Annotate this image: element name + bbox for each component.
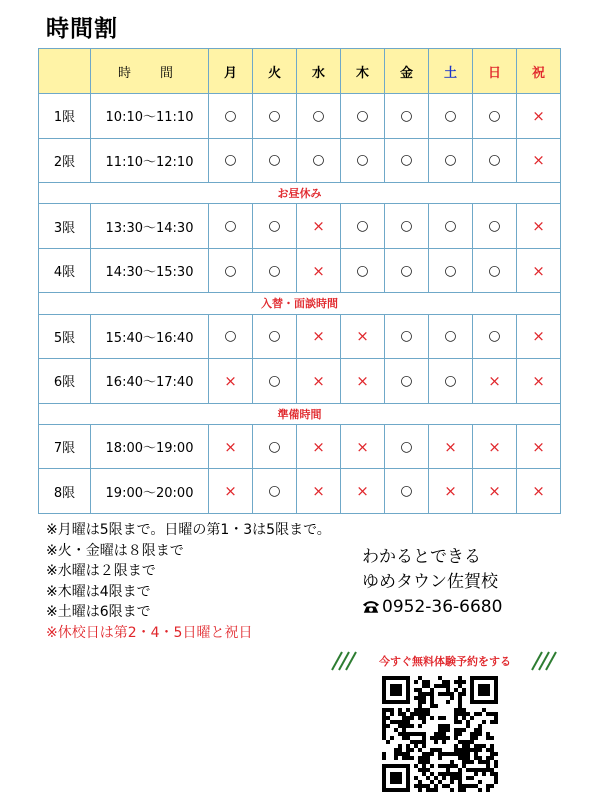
closed-mark: × [473,469,517,514]
open-mark: ○ [297,94,341,139]
day-header-mon: 月 [209,49,253,94]
open-mark: ○ [429,314,473,359]
school-phone-line[interactable] [362,595,502,620]
closed-mark: × [341,359,385,404]
closed-mark: × [297,424,341,469]
closed-mark: × [297,469,341,514]
open-mark: ○ [341,248,385,293]
closed-mark: × [209,359,253,404]
day-header-thu: 木 [341,49,385,94]
break-label: お昼休み [39,183,561,204]
period-label: 4限 [39,248,91,293]
day-header-fri: 金 [385,49,429,94]
open-mark: ○ [341,94,385,139]
closed-mark: × [473,359,517,404]
closed-mark: × [209,469,253,514]
school-info [362,545,502,620]
period-time: 18:00〜19:00 [91,424,209,469]
closed-mark: × [297,248,341,293]
period-row [39,94,561,139]
closed-mark: × [209,424,253,469]
open-mark: ○ [209,94,253,139]
break-row [39,403,561,424]
note-item: ※土曜は6限まで [46,604,151,620]
period-label: 2限 [39,138,91,183]
open-mark: ○ [385,359,429,404]
open-mark: ○ [253,314,297,359]
page-title: 時間割 [46,16,118,42]
open-mark: ○ [473,204,517,249]
period-row [39,248,561,293]
period-time: 13:30〜14:30 [91,204,209,249]
header-blank [39,49,91,94]
break-label: 準備時間 [39,403,561,424]
period-label: 1限 [39,94,91,139]
open-mark: ○ [385,94,429,139]
open-mark: ○ [473,248,517,293]
period-label: 7限 [39,424,91,469]
break-row [39,183,561,204]
note-item: ※木曜は4限まで [46,583,151,600]
period-label: 8限 [39,469,91,514]
closed-mark: × [517,469,561,514]
period-row [39,204,561,249]
open-mark: ○ [209,204,253,249]
period-time: 10:10〜11:10 [91,94,209,139]
day-header-wed: 水 [297,49,341,94]
open-mark: ○ [253,424,297,469]
period-row [39,314,561,359]
period-row [39,359,561,404]
open-mark: ○ [297,138,341,183]
note-item: ※月曜は5限まで。日曜の第1・3は5限まで。 [46,522,331,538]
period-time: 16:40〜17:40 [91,359,209,404]
closed-mark: × [517,94,561,139]
telephone-icon [362,599,380,614]
closed-mark: × [473,424,517,469]
open-mark: ○ [341,204,385,249]
school-phone[interactable]: 0952-36-6680 [382,597,503,617]
open-mark: ○ [385,469,429,514]
open-mark: ○ [253,248,297,293]
closed-mark: × [517,248,561,293]
note-item: ※水曜は２限まで [46,563,156,579]
closed-mark: × [517,359,561,404]
open-mark: ○ [253,469,297,514]
period-time: 15:40〜16:40 [91,314,209,359]
open-mark: ○ [429,359,473,404]
open-mark: ○ [429,204,473,249]
note-item: ※火・金曜は８限まで [46,542,184,559]
closed-mark: × [429,424,473,469]
day-header-holiday: 祝 [517,49,561,94]
closed-mark: × [297,314,341,359]
decoration-slashes-left [330,650,358,672]
open-mark: ○ [253,138,297,183]
open-mark: ○ [253,94,297,139]
open-mark: ○ [385,138,429,183]
period-row [39,138,561,183]
open-mark: ○ [429,248,473,293]
closed-mark: × [517,424,561,469]
closed-mark: × [517,314,561,359]
break-row [39,293,561,314]
open-mark: ○ [473,314,517,359]
day-header-sun: 日 [473,49,517,94]
open-mark: ○ [209,248,253,293]
period-time: 11:10〜12:10 [91,138,209,183]
break-label: 入替・面談時間 [39,293,561,314]
period-time: 14:30〜15:30 [91,248,209,293]
period-row [39,424,561,469]
open-mark: ○ [253,359,297,404]
open-mark: ○ [209,314,253,359]
decoration-slashes-right [530,650,558,672]
open-mark: ○ [473,138,517,183]
day-header-tue: 火 [253,49,297,94]
free-trial-cta[interactable] [330,650,558,672]
timetable [38,48,561,514]
open-mark: ○ [209,138,253,183]
closed-mark: × [297,204,341,249]
open-mark: ○ [473,94,517,139]
school-tagline: わかるとできる [362,547,481,567]
note-item-holiday: ※休校日は第2・4・5日曜と祝日 [46,624,253,641]
open-mark: ○ [385,424,429,469]
closed-mark: × [297,359,341,404]
qr-code[interactable] [382,676,498,792]
open-mark: ○ [385,248,429,293]
closed-mark: × [517,138,561,183]
period-row [39,469,561,514]
closed-mark: × [429,469,473,514]
closed-mark: × [341,469,385,514]
period-label: 5限 [39,314,91,359]
school-name: ゆめタウン佐賀校 [362,572,498,592]
period-label: 6限 [39,359,91,404]
open-mark: ○ [385,204,429,249]
open-mark: ○ [429,138,473,183]
open-mark: ○ [253,204,297,249]
header-row [39,49,561,94]
closed-mark: × [517,204,561,249]
notes-list [46,520,331,643]
period-label: 3限 [39,204,91,249]
closed-mark: × [341,424,385,469]
cta-label[interactable]: 今すぐ無料体験予約をする [379,655,511,668]
closed-mark: × [341,314,385,359]
open-mark: ○ [341,138,385,183]
time-column-header: 時 間 [91,49,209,94]
period-time: 19:00〜20:00 [91,469,209,514]
day-header-sat: 土 [429,49,473,94]
open-mark: ○ [429,94,473,139]
open-mark: ○ [385,314,429,359]
